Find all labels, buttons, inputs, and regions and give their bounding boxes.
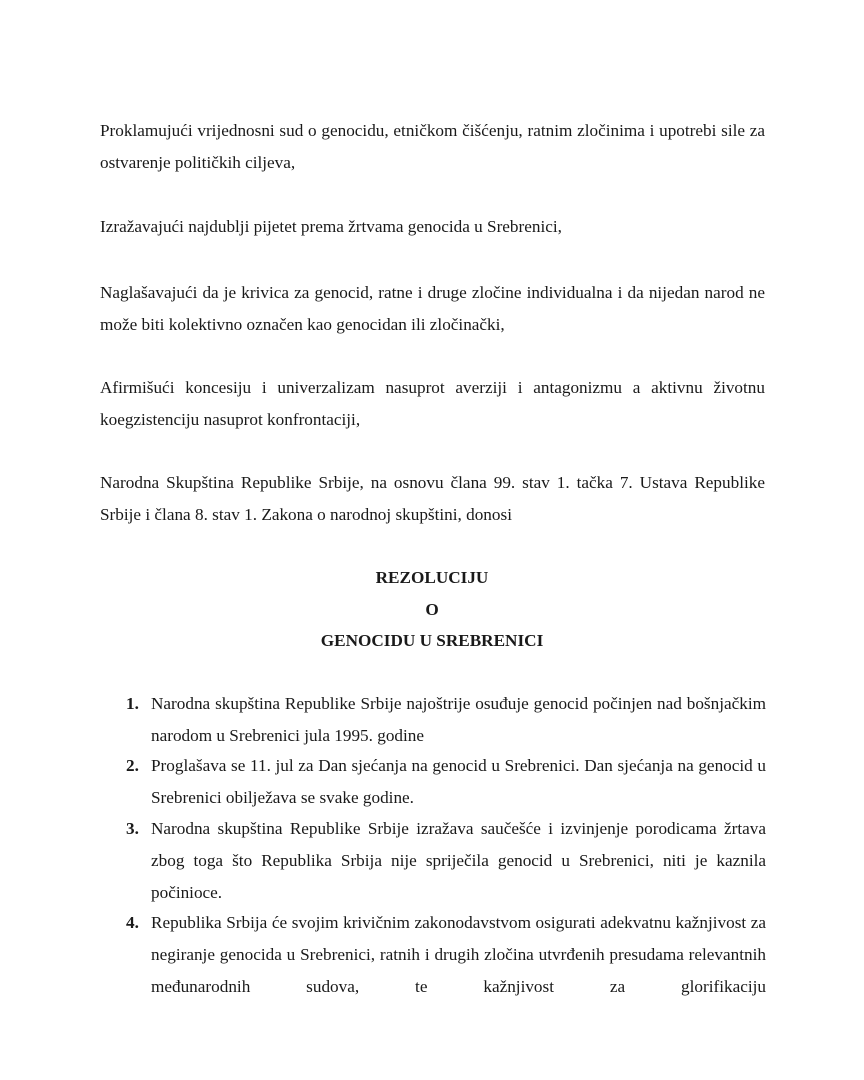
item-number: 2. <box>126 756 139 775</box>
resolution-item-4 <box>126 907 766 1003</box>
preamble-paragraph-4: Afirmišući koncesiju i univerzalizam nasuprot averziji i antagonizmu a aktivnu životnu koegzistenciju nasuprot konfrontaciji, <box>100 378 765 429</box>
preamble-paragraph-5: Narodna Skupština Republike Srbije, na osnovu člana 99. stav 1. tačka 7. Ustava Republike Srbije i člana 8. stav 1. Zakona o narodnoj skupštini, donosi <box>100 473 765 524</box>
preamble-paragraph-3: Naglašavajući da je krivica za genocid, ratne i druge zločine individualna i da nijedan narod ne može biti kolektivno označen kao genocidan ili zločinački, <box>100 283 765 334</box>
resolution-title-line-1: REZOLUCIJU <box>375 568 489 587</box>
preamble-paragraph-1: Proklamujući vrijednosni sud o genocidu, etničkom čišćenju, ratnim zločinima i upotrebi sile za ostvarenje političkih ciljeva, <box>100 121 765 172</box>
item-text: Proglašava se 11. jul za Dan sjećanja na genocid u Srebrenici. Dan sjećanja na genocid u Srebrenici obilježava se svake godine. <box>151 756 766 807</box>
item-number: 3. <box>126 819 139 838</box>
item-number: 4. <box>126 913 139 932</box>
resolution-item-2 <box>126 750 766 814</box>
resolution-item-1 <box>126 688 766 752</box>
item-text: Republika Srbija će svojim krivičnim zakonodavstvom osigurati adekvatnu kažnjivost za negiranje genocida u Srebrenici, ratnih i drugih zločina utvrđenih presudama relevantnih međunarodnih sudova, te kažnjivost za glorifikaciju <box>151 913 766 996</box>
item-number: 1. <box>126 694 139 713</box>
item-text: Narodna skupština Republike Srbije najoštrije osuđuje genocid počinjen nad bošnjačkim narodom u Srebrenici jula 1995. godine <box>151 694 766 745</box>
preamble-paragraph-2: Izražavajući najdublji pijetet prema žrtvama genocida u Srebrenici, <box>100 217 562 236</box>
resolution-item-3 <box>126 813 766 909</box>
resolution-title-line-2: O <box>425 600 439 619</box>
resolution-title-line-3: GENOCIDU U SREBRENICI <box>320 631 544 650</box>
item-text: Narodna skupština Republike Srbije izražava saučešće i izvinjenje porodicama žrtava zbog toga što Republika Srbija nije spriječila genocid u Srebrenici, niti je kaznila počinioce. <box>151 819 766 902</box>
